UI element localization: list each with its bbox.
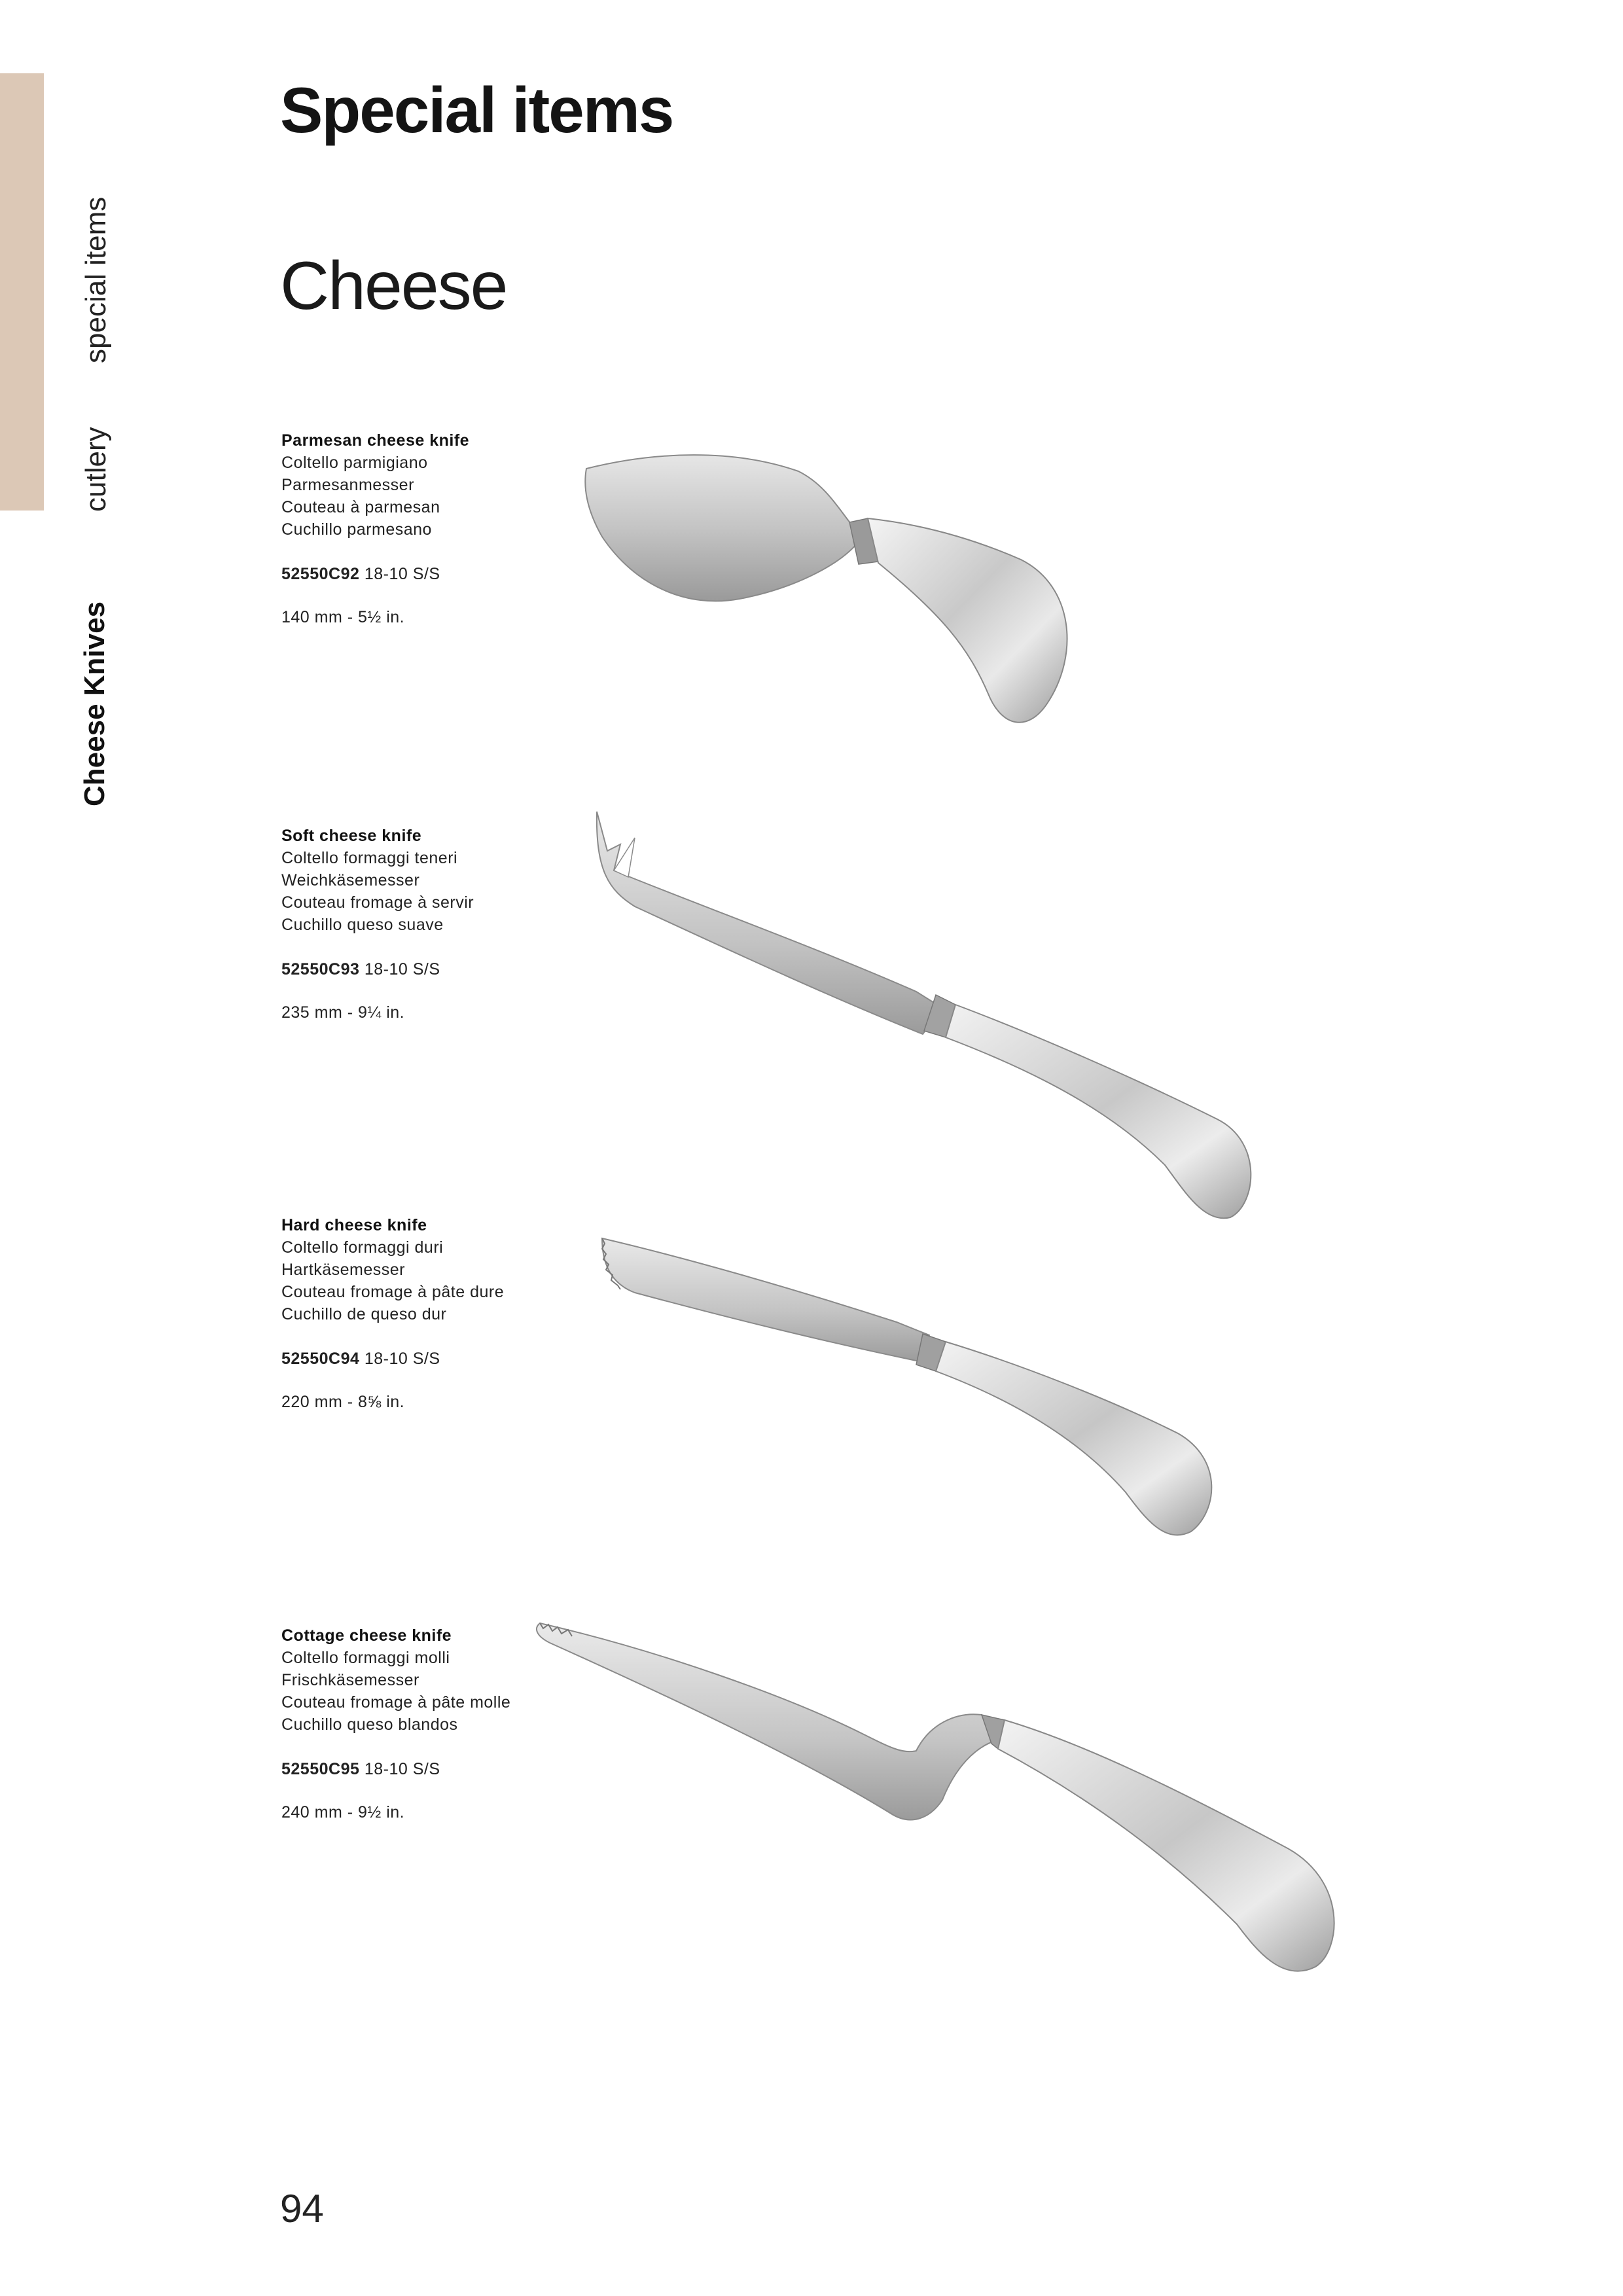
product-name-fr: Couteau à parmesan [281,498,440,516]
product-name-de: Parmesanmesser [281,476,414,494]
cottage-cheese-knife-image [524,1610,1387,2016]
side-tab-special-items: special items [80,196,112,363]
product-name: Soft cheese knife [281,827,422,845]
product-material: 18-10 S/S [359,565,440,583]
product-name-es: Cuchillo parmesano [281,520,432,539]
product-name: Cottage cheese knife [281,1626,452,1645]
hard-cheese-knife-image [589,1230,1296,1584]
page-number: 94 [280,2187,324,2231]
product-name-es: Cuchillo queso blandos [281,1715,458,1734]
product-name-fr: Couteau fromage à servir [281,893,474,912]
product-name: Hard cheese knife [281,1216,427,1234]
product-code: 52550C93 [281,960,360,978]
product-name-de: Hartkäsemesser [281,1261,405,1279]
page-title: Special items [280,74,673,146]
parmesan-knife-image [576,445,1086,746]
product-code-line [281,1348,622,1370]
product-name: Parmesan cheese knife [281,431,470,450]
product-size: 240 mm - 9½ in. [281,1803,405,1821]
product-name-it: Coltello formaggi teneri [281,849,458,867]
product-name-fr: Couteau fromage à pâte dure [281,1283,505,1301]
product-name-fr: Couteau fromage à pâte molle [281,1693,511,1712]
product-code-line [281,563,622,585]
product-hard-cheese-knife [281,1214,622,1413]
product-name-it: Coltello formaggi molli [281,1649,450,1667]
product-name-es: Cuchillo de queso dur [281,1305,447,1323]
product-name-de: Weichkäsemesser [281,871,420,889]
product-code: 52550C92 [281,565,360,583]
product-material: 18-10 S/S [359,1350,440,1368]
product-name-es: Cuchillo queso suave [281,916,444,934]
product-name-it: Coltello formaggi duri [281,1238,444,1257]
product-material: 18-10 S/S [359,960,440,978]
product-name-de: Frischkäsemesser [281,1671,419,1689]
product-code: 52550C95 [281,1760,360,1778]
side-tab-band [0,73,44,511]
product-name-it: Coltello parmigiano [281,454,428,472]
side-tab-section: Cheese Knives [79,601,111,806]
product-size: 220 mm - 8⅝ in. [281,1393,405,1411]
product-size: 235 mm - 9¼ in. [281,1003,405,1022]
product-parmesan-knife [281,429,622,628]
product-material: 18-10 S/S [359,1760,440,1778]
soft-cheese-knife-image [537,798,1335,1230]
side-tab-cutlery: cutlery [80,427,112,512]
product-size: 140 mm - 5½ in. [281,608,405,626]
product-code: 52550C94 [281,1350,360,1368]
section-title: Cheese [280,248,507,324]
